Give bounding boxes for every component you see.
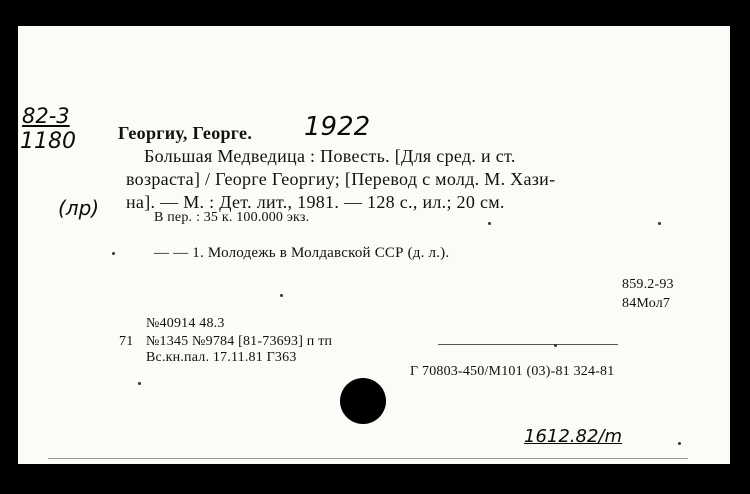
class-number: 859.2-93 <box>622 277 674 292</box>
scan-speck <box>280 294 283 297</box>
scan-speck <box>554 344 557 347</box>
author-sign: 84Мол7 <box>622 296 671 311</box>
book-chamber-line: Вс.кн.пал. 17.11.81 Г363 <box>146 350 297 365</box>
description-line-2: возраста] / Георге Георгиу; [Перевод с молд. М. Хази- <box>126 169 556 189</box>
scan-speck <box>658 222 661 225</box>
description-line-1: Большая Медведица : Повесть. [Для сред. и ст. <box>144 146 516 166</box>
author-heading: Георгиу, Георге. <box>118 123 253 143</box>
handwritten-mark: (лр) <box>58 196 100 220</box>
index-code: Г 70803-450/М101 (03)-81 324-81 <box>410 364 615 379</box>
catalog-card <box>18 26 730 464</box>
registry-prefix: 71 <box>119 334 134 349</box>
scan-speck <box>678 442 681 445</box>
scan-speck <box>488 222 491 225</box>
call-number-bottom: 1180 <box>20 129 76 154</box>
subject-line: — — 1. Молодежь в Молдавской ССР (д. л.). <box>154 245 450 261</box>
handwritten-year: 1922 <box>304 112 371 142</box>
registry-number-2: №1345 №9784 [81-73693] п тп <box>146 334 333 349</box>
scan-speck <box>112 252 115 255</box>
price-line: В пер. : 35 к. 100.000 экз. <box>154 210 310 225</box>
scan-noise-line <box>48 458 688 459</box>
description-line-3: на]. — М. : Дет. лит., 1981. — 128 с., ил.; 20 см. <box>126 192 505 212</box>
registry-number-1: №40914 48.3 <box>146 316 225 331</box>
handwritten-note: 1612.82/m <box>524 426 623 447</box>
call-number-top: 82-3 <box>22 104 70 128</box>
scan-speck <box>138 382 141 385</box>
punch-hole <box>340 378 386 424</box>
scan-noise-line <box>438 344 618 345</box>
